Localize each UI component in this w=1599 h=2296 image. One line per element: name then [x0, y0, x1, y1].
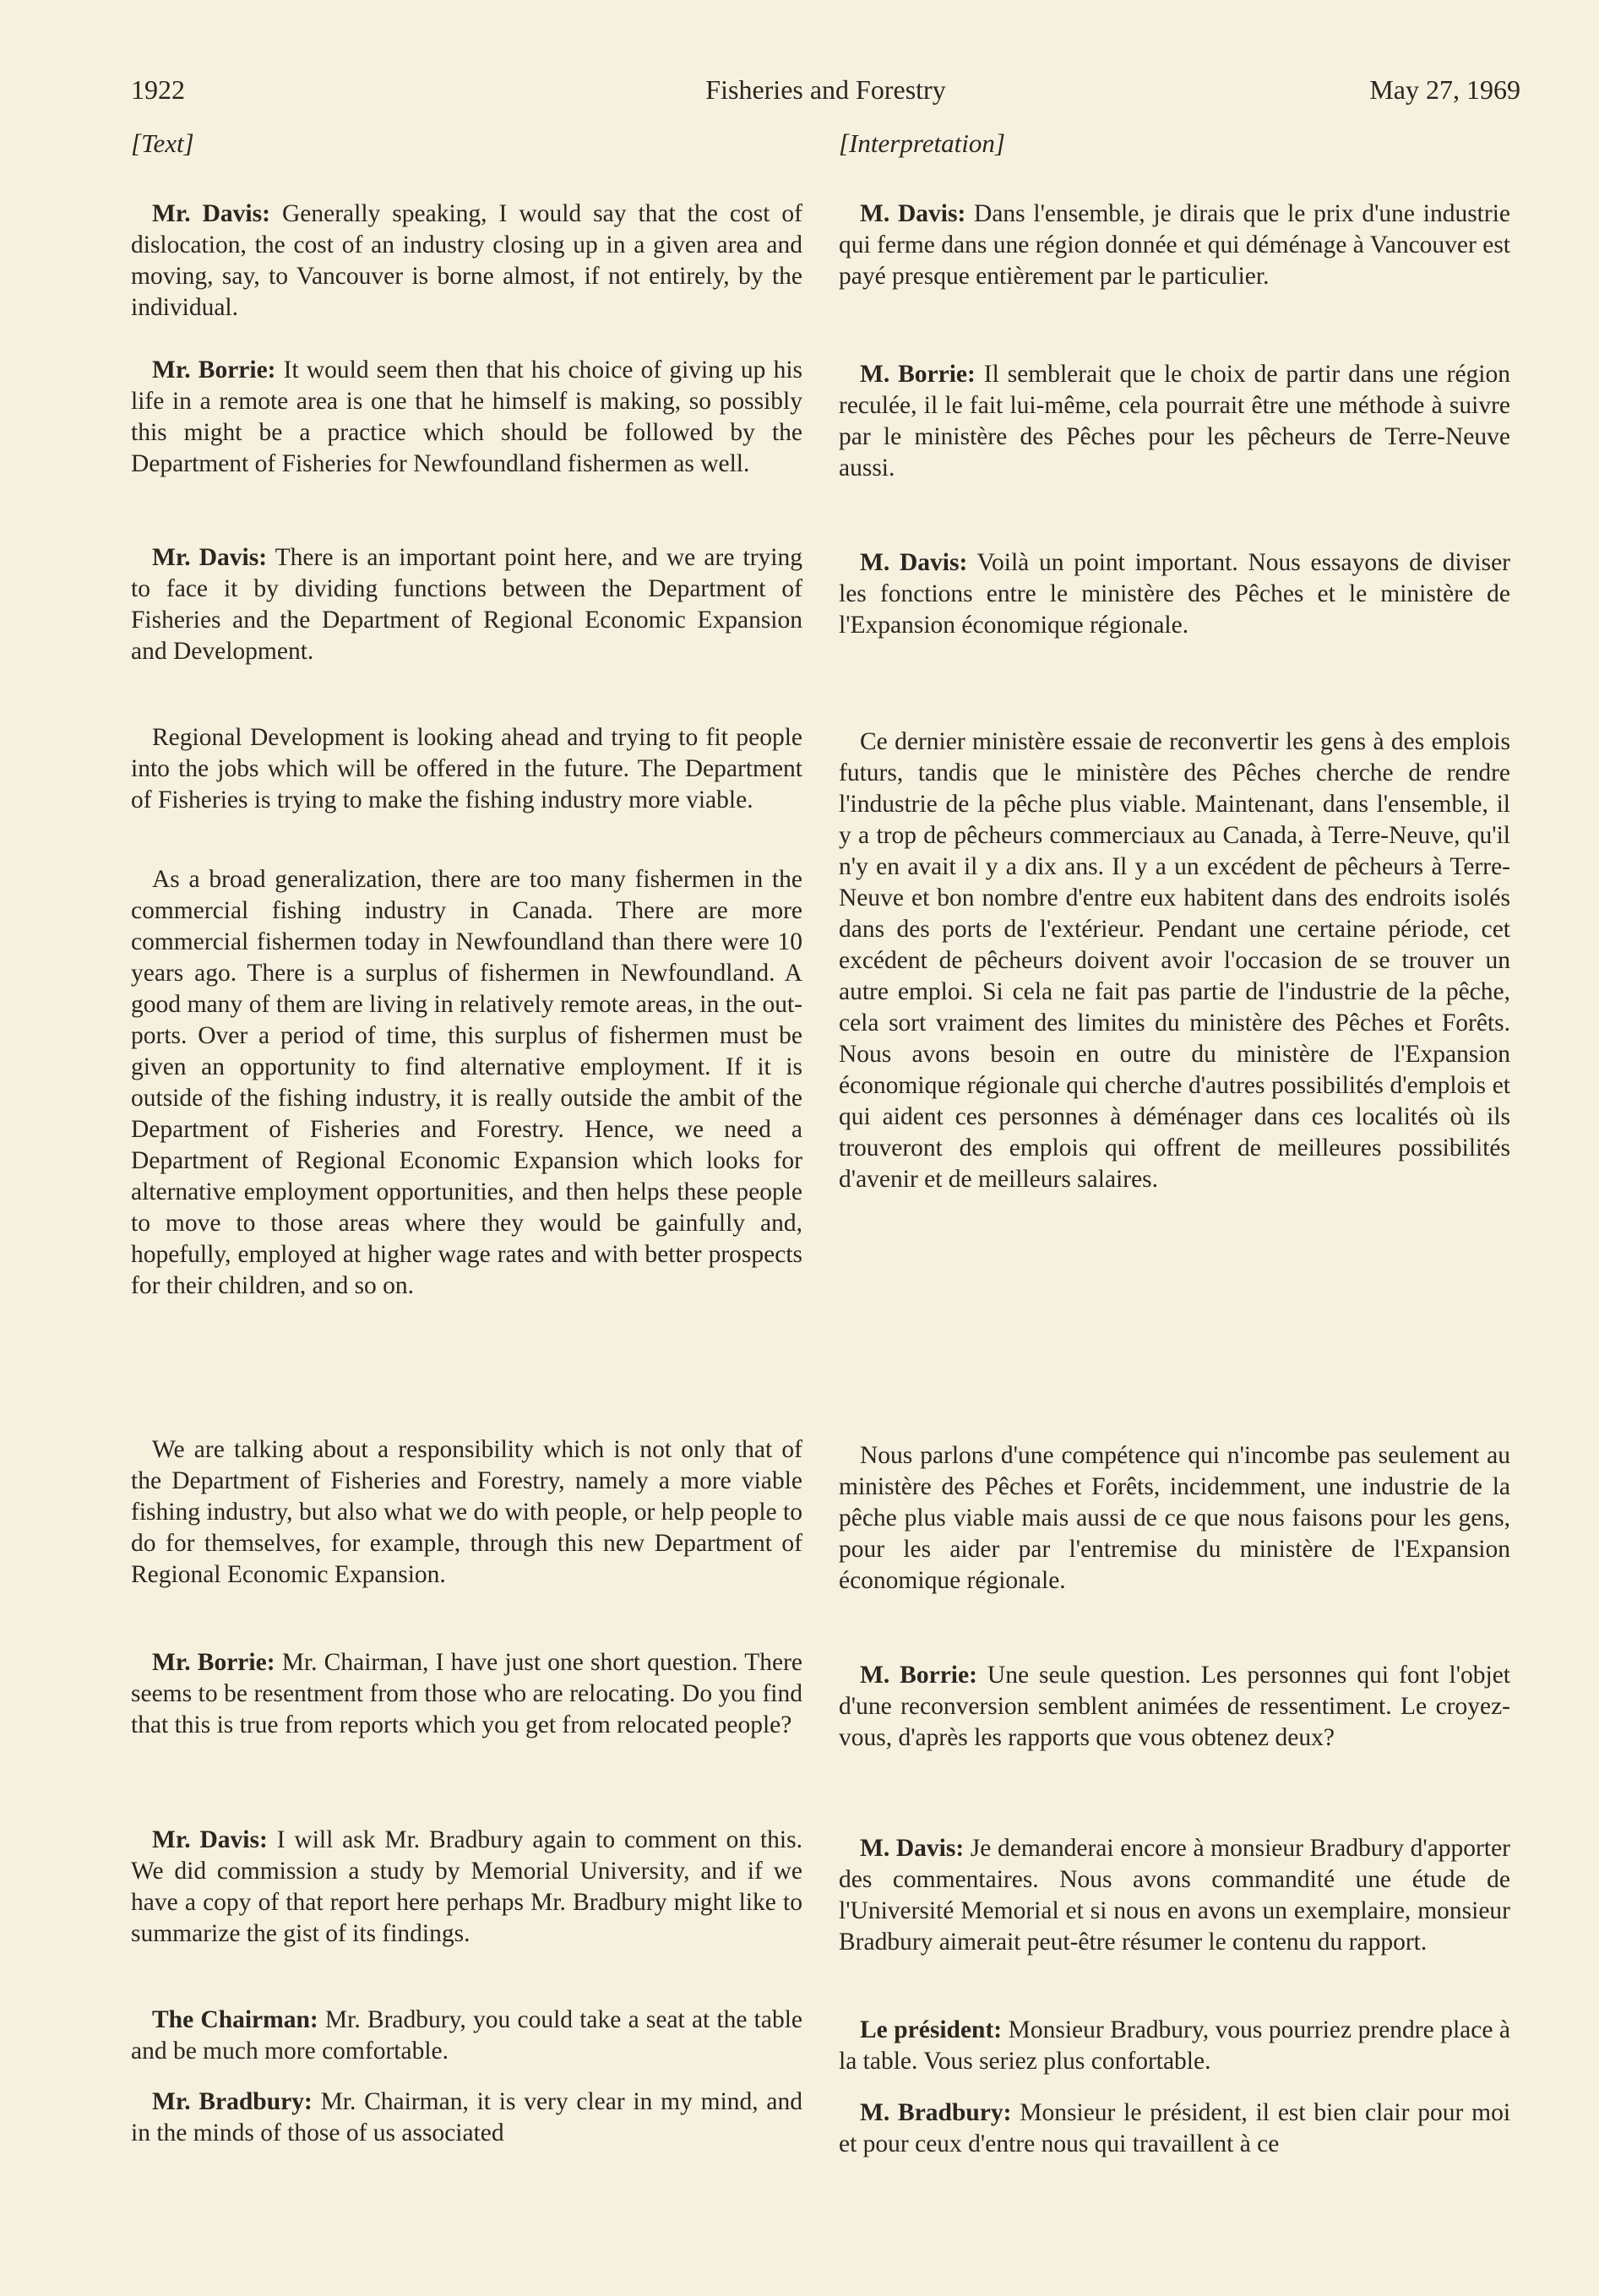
speaker: The Chairman:	[152, 2006, 318, 2033]
speaker: Mr. Davis:	[152, 200, 270, 227]
speaker: M. Davis:	[860, 1835, 965, 1862]
paragraph	[839, 547, 1510, 641]
running-title: Fisheries and Forestry	[705, 74, 946, 105]
speaker: Mr. Borrie:	[152, 1649, 275, 1676]
paragraph	[131, 1434, 802, 1591]
paragraph-text: Regional Development is looking ahead and trying to fit people into the jobs which will be offered in the future. The Department of Fisheries is trying to make the fishing industry more viable.	[131, 724, 802, 813]
paragraph	[839, 2097, 1510, 2160]
column-heading: [Interpretation]	[839, 128, 1005, 158]
page-date: May 27, 1969	[1369, 74, 1520, 105]
paragraph	[839, 2015, 1510, 2077]
speaker: M. Davis:	[860, 200, 966, 227]
paragraph	[839, 726, 1510, 1195]
speaker: M. Davis:	[860, 549, 968, 576]
paragraph-text: We are talking about a responsibility which is not only that of the Department of Fisheries and Forestry, namely a more viable fishing industry, but also what we do with people, or help people to do for themselves, for example, through this new Department of Regional Economic Expansion.	[131, 1436, 802, 1588]
paragraph-text: I will ask Mr. Bradbury again to comment on this. We did commission a study by Memorial University, and if we have a copy of that report here perhaps Mr. Bradbury might like to summarize the gist of its findings.	[131, 1826, 802, 1947]
paragraph	[131, 199, 802, 324]
paragraph	[839, 359, 1510, 484]
paragraph-text: Monsieur Bradbury, vous pourriez prendre place à la table. Vous seriez plus confortable.	[839, 2016, 1511, 2075]
paragraph	[131, 1647, 802, 1741]
paragraph-text: Nous parlons d'une compétence qui n'incombe pas seulement au ministère des Pêches et Forêts, incidemment, une industrie de la pêche plus viable mais aussi de ce que nous faisons pour les gens, pour les aider par l'entremise du ministère de l'Expansion économique régionale.	[839, 1442, 1510, 1594]
paragraph	[839, 1833, 1510, 1958]
paragraph	[131, 1825, 802, 1950]
paragraph-text: Dans l'ensemble, je dirais que le prix d'une industrie qui ferme dans une région donnée et qui déménage à Vancouver est payé presque entièrement par le particulier.	[839, 200, 1510, 290]
paragraph	[839, 1660, 1510, 1754]
paragraph-text: Il semblerait que le choix de partir dans une région reculée, il le fait lui-même, cela pourrait être une méthode à suivre par le ministère des Pêches pour les pêcheurs de Terre-Neuve aussi.	[839, 361, 1510, 482]
speaker: Mr. Borrie:	[152, 356, 276, 384]
page-header	[131, 74, 1520, 117]
paragraph-text: As a broad generalization, there are too many fishermen in the commercial fishing industry in Canada. There are more commercial fishermen today in Newfoundland than there were 10 years ago. There is a surplus of fishermen in Newfoundland. A good many of them are living in relatively remote areas, in the out-ports. Over a period of time, this surplus of fishermen must be given an opportunity to find alternative employment. If it is outside of the fishing industry, it is really outside the ambit of the Department of Fisheries and Forestry. Hence, we need a Department of Regional Economic Expansion which looks for alternative employment opportunities, and then helps these people to move to those areas where they would be gainfully and, hopefully, employed at higher wage rates and with better prospects for their children, and so on.	[131, 866, 802, 1299]
paragraph-text: Mr. Bradbury, you could take a seat at the table and be much more comfortable.	[131, 2006, 803, 2065]
paragraph-text: Mr. Chairman, it is very clear in my mind, and in the minds of those of us associated	[131, 2088, 803, 2146]
speaker: Mr. Davis:	[152, 1826, 268, 1853]
speaker: Mr. Bradbury:	[152, 2088, 313, 2115]
paragraph	[839, 1440, 1510, 1597]
paragraph-text: Generally speaking, I would say that the cost of dislocation, the cost of an industry closing up in a given area and moving, say, to Vancouver is borne almost, if not entirely, by the individual.	[131, 200, 802, 321]
english-column	[131, 127, 803, 2146]
paragraph-text: There is an important point here, and we are trying to face it by dividing functions between the Department of Fisheries and the Department of Regional Economic Expansion and Development.	[131, 544, 802, 665]
paragraph-text: Une seule question. Les personnes qui font l'objet d'une reconversion semblent animées de ressentiment. Le croyez-vous, d'après les rapports que vous obtenez deux?	[839, 1662, 1511, 1751]
speaker: Mr. Davis:	[152, 544, 268, 571]
page-number: 1922	[131, 74, 185, 105]
speaker: M. Bradbury:	[860, 2099, 1012, 2126]
paragraph-text: Voilà un point important. Nous essayons de diviser les fonctions entre le ministère des Pêches et le ministère de l'Expansion économique régionale.	[839, 549, 1510, 639]
speaker: Le président:	[860, 2016, 1003, 2043]
paragraph-text: Je demanderai encore à monsieur Bradbury d'apporter des commentaires. Nous avons commandité une étude de l'Université Memorial et si nous en avons un exemplaire, monsieur Bradbury aimerait peut-être résumer le contenu du rapport.	[839, 1835, 1510, 1956]
speaker: M. Borrie:	[860, 361, 976, 388]
paragraph	[131, 722, 802, 816]
paragraph	[131, 355, 802, 480]
paragraph	[131, 864, 802, 1302]
paragraph-text: Mr. Chairman, I have just one short question. There seems to be resentment from those who are relocating. Do you find that this is true from reports which you get from relocated people?	[131, 1649, 802, 1738]
paragraph	[131, 2087, 802, 2149]
paragraph-text: Monsieur le président, il est bien clair pour moi et pour ceux d'entre nous qui travaillent à ce	[839, 2099, 1511, 2157]
paragraph	[131, 542, 802, 667]
paragraph	[839, 199, 1510, 292]
column-heading: [Text]	[131, 128, 194, 158]
speaker: M. Borrie:	[860, 1662, 977, 1689]
paragraph-text: Ce dernier ministère essaie de reconvertir les gens à des emplois futurs, tandis que le ministère des Pêches cherche de rendre l'industrie de la pêche plus viable. Maintenant, dans l'ensemble, il y a trop de pêcheurs commerciaux au Canada, à Terre-Neuve, qu'il n'y en avait il y a dix ans. Il y a un excédent de pêcheurs à Terre-Neuve et bon nombre d'entre eux habitent dans des endroits isolés dans des ports de l'extérieur. Pendant une certaine période, cet excédent de pêcheurs doivent avoir l'occasion de se trouver un autre emploi. Si cela ne fait pas partie de l'industrie de la pêche, cela sort vraiment des limites du ministère des Pêches et Forêts. Nous avons besoin en outre du ministère de l'Expansion économique régionale qui cherche d'autres possibilités d'emplois et qui aident ces personnes à déménager dans ces localités où ils trouveront des emplois qui offrent de meilleures possibilités d'avenir et de meilleurs salaires.	[839, 728, 1510, 1193]
paragraph-text: It would seem then that his choice of giving up his life in a remote area is one that he himself is making, so possibly this might be a practice which should be followed by the Department of Fisheries for Newfoundland fishermen as well.	[131, 356, 803, 477]
paragraph	[131, 2005, 802, 2067]
french-column	[839, 127, 1511, 2157]
